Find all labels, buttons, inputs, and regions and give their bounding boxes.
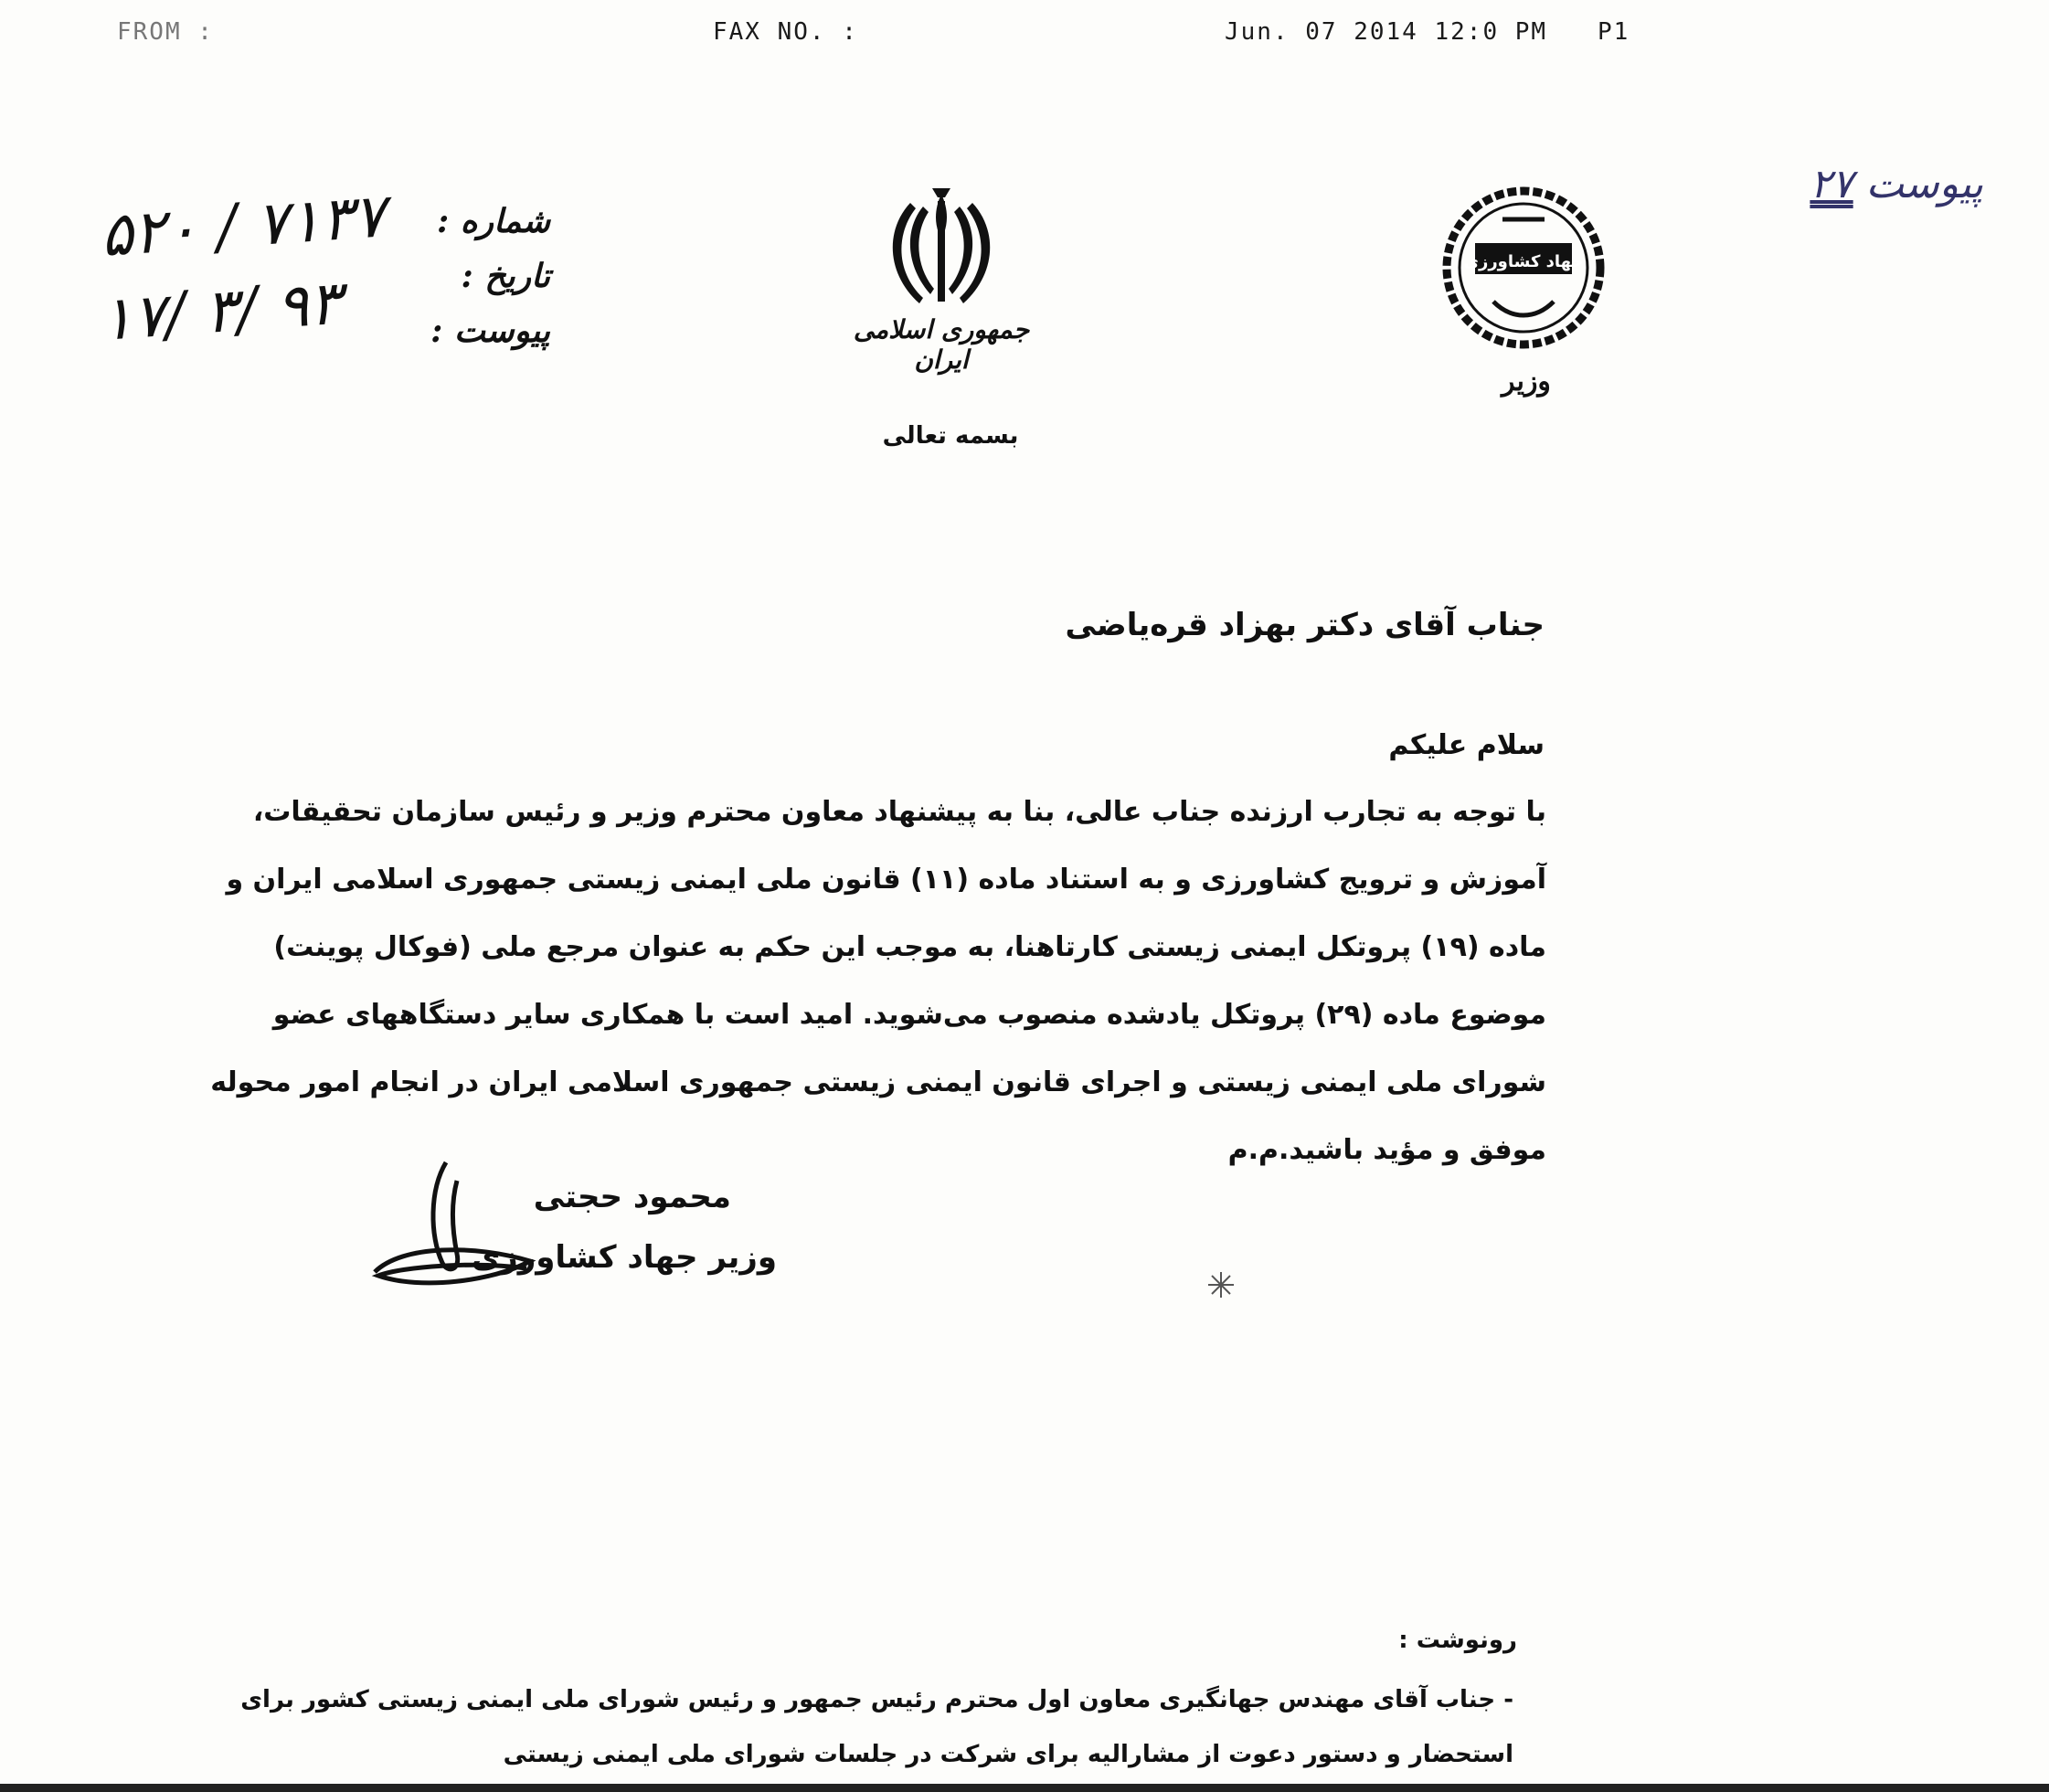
meta-label-number: شماره :	[436, 202, 550, 240]
meta-label-date: تاریخ :	[461, 257, 550, 295]
letter-body	[210, 779, 1546, 1184]
meta-label-attachment: پیوست :	[430, 312, 550, 350]
scan-speck-icon	[1205, 1268, 1237, 1301]
letter-addressee: جناب آقای دکتر بهزاد قره‌یاضی	[1065, 607, 1545, 643]
handwritten-signature	[366, 1153, 539, 1309]
letter-body-line: موضوع ماده (۲۹) پروتکل یادشده منصوب می‌شوید. امید است با همکاری سایر دستگاههای عضو	[272, 999, 1546, 1031]
copies-list	[240, 1672, 1513, 1782]
letter-body-line: آموزش و ترویج کشاورزی و به استناد ماده (۱۱) قانون ملی ایمنی زیستی جمهوری اسلامی ایران و	[226, 864, 1546, 896]
signatory-name: محمود حجتی	[533, 1179, 731, 1215]
emblem-caption: جمهوری اسلامی ایران	[853, 314, 1030, 375]
letter-body-line: با توجه به تجارب ارزنده جناب عالی، بنا به پیشنهاد معاون محترم وزیر و رئیس سازمان تحقیقات،	[252, 796, 1546, 828]
handwritten-attachment-note	[1755, 161, 1983, 234]
seal-caption: وزیر	[1502, 366, 1551, 398]
letter-greeting: سلام علیکم	[1388, 729, 1545, 761]
bismillah-heading: بسمه تعالی	[882, 422, 1019, 450]
scan-bottom-edge	[0, 1784, 2049, 1792]
ministry-seal-icon	[1439, 183, 1608, 353]
handwritten-attachment-number: ۲۷	[1810, 161, 1853, 207]
copies-line: استحضار و دستور دعوت از مشارالیه برای شرکت در جلسات شورای ملی ایمنی زیستی	[503, 1741, 1513, 1768]
seal-text: جهاد کشاورزی	[1463, 252, 1584, 271]
letter-meta-values	[98, 180, 420, 362]
meta-number-value: ۵۲۰ / ۷۱۳۷	[98, 180, 388, 270]
fax-page-number: P1	[1598, 18, 1630, 46]
letter-body-line: ماده (۱۹) پروتکل ایمنی زیستی کارتاهنا، به موجب این حکم به عنوان مرجع ملی (فوکال پوینت)	[273, 931, 1546, 963]
handwritten-attachment-label: پیوست	[1865, 161, 1983, 207]
meta-date-value: ۱۷/ ۳/ ۹۳	[98, 267, 344, 355]
iran-emblem-icon	[877, 183, 1005, 311]
copies-label: رونوشت :	[1398, 1627, 1517, 1654]
fax-from: FROM :	[117, 18, 214, 46]
fax-header	[0, 13, 2049, 49]
copies-line: - جناب آقای مهندس جهانگیری معاون اول محترم رئیس جمهور و رئیس شورای ملی ایمنی زیستی کشور برای	[240, 1686, 1513, 1713]
letter-body-line: موفق و مؤید باشید.م.م	[1227, 1134, 1546, 1166]
letter-body-line: شورای ملی ایمنی زیستی و اجرای قانون ایمنی زیستی جمهوری اسلامی ایران در انجام امور محوله	[210, 1066, 1546, 1098]
fax-number: FAX NO. :	[713, 18, 858, 46]
signatory-title: وزیر جهاد کشاورزی	[471, 1239, 777, 1276]
fax-date-time: Jun. 07 2014 12:0 PM	[1225, 18, 1548, 46]
letter-meta-labels	[422, 194, 550, 358]
